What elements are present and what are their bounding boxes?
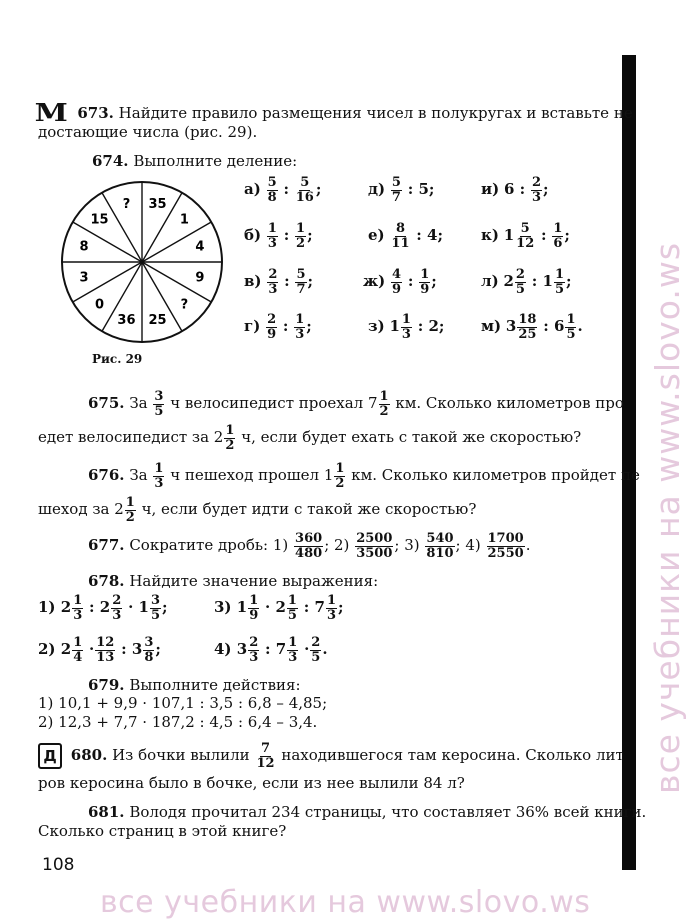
- denominator: 9: [420, 281, 430, 297]
- fraction: [248, 594, 259, 622]
- terminator: ;: [307, 272, 314, 291]
- denominator: 2: [296, 235, 306, 251]
- problem-number: 677.: [88, 536, 125, 555]
- numerator: 360: [295, 531, 323, 546]
- page-number: 108: [42, 855, 75, 875]
- denominator: 3: [268, 281, 278, 297]
- text: ч пешеход прошел 1: [170, 466, 334, 485]
- numerator: 1: [420, 267, 430, 282]
- numerator: 1: [553, 221, 563, 236]
- text: ; 4): [455, 536, 481, 555]
- expression-678-2: [38, 636, 161, 664]
- numerator: 1: [249, 593, 259, 608]
- item-674-i: [481, 176, 549, 204]
- fraction: [487, 532, 525, 560]
- denominator: 2: [379, 403, 389, 419]
- fraction: [266, 313, 277, 341]
- item-label: з): [368, 317, 385, 336]
- fraction: [379, 390, 390, 418]
- fraction: [391, 176, 402, 204]
- problem-text: Найдите правило размещения чисел в полукругах и вставьте не: [113, 104, 633, 122]
- sector-number: 0: [95, 297, 105, 313]
- numerator: 5: [300, 175, 310, 190]
- numerator: 1: [379, 389, 389, 404]
- numerator: 1: [154, 461, 164, 476]
- denominator: 6: [553, 235, 563, 251]
- problem-679-line1: 1) 10,1 + 9,9 · 107,1 : 3,5 : 6,8 – 4,85;: [38, 694, 328, 712]
- item-label: ж): [363, 272, 386, 291]
- text: : 2: [89, 598, 111, 617]
- numerator: 1: [335, 461, 345, 476]
- denominator: 3: [532, 189, 542, 205]
- text: За: [124, 466, 148, 485]
- fraction: [565, 313, 576, 341]
- fraction: [72, 636, 83, 664]
- denominator: 3: [154, 475, 164, 491]
- item-674-m: [481, 313, 583, 341]
- problem-675-line1: [88, 390, 624, 418]
- operator: :: [283, 226, 290, 245]
- denominator: 5: [150, 607, 160, 623]
- denominator: 3: [295, 326, 305, 342]
- item-label: г): [244, 317, 261, 336]
- sector-number: 15: [90, 212, 109, 228]
- item-674-k: [481, 222, 570, 250]
- text: : 7: [303, 598, 325, 617]
- item-label: л): [481, 272, 499, 291]
- denominator: 7: [296, 281, 306, 297]
- text: : 7: [265, 640, 287, 659]
- terminator: ;: [162, 598, 168, 617]
- fraction: [143, 636, 154, 664]
- denominator: 3500: [356, 545, 393, 561]
- expression-pre: 6 :: [504, 180, 526, 199]
- numerator: 1: [125, 495, 135, 510]
- denominator: 9: [392, 281, 402, 297]
- item-674-g: [244, 313, 312, 341]
- problem-678-title: [88, 572, 378, 590]
- numerator: 1: [73, 593, 83, 608]
- denominator: 5: [287, 607, 297, 623]
- sector-number: 3: [79, 270, 89, 286]
- denominator: 12: [516, 235, 535, 251]
- fraction: [531, 176, 542, 204]
- fraction: [153, 390, 164, 418]
- operator: :: [284, 272, 290, 291]
- text: км. Сколько километров пройдет пе: [351, 466, 640, 485]
- denominator: 25: [518, 326, 537, 342]
- denominator: 5: [515, 281, 525, 297]
- item-label: и): [481, 180, 500, 199]
- denominator: 5: [311, 649, 321, 665]
- item-label: е): [368, 226, 385, 245]
- denominator: 3: [267, 235, 277, 251]
- numerator: 7: [260, 741, 271, 756]
- expression-rest: : 5;: [407, 180, 435, 199]
- numerator: 2: [532, 175, 542, 190]
- numerator: 5: [296, 267, 306, 282]
- problem-number: 681.: [88, 803, 125, 821]
- terminator: ;: [155, 640, 161, 659]
- denominator: 2: [125, 509, 135, 525]
- fraction: [294, 313, 305, 341]
- item-label: д): [368, 180, 386, 199]
- text: : 3: [121, 640, 143, 659]
- fraction: [554, 268, 565, 296]
- fraction: [295, 176, 315, 204]
- circle-group: [62, 182, 222, 342]
- numerator: 1: [267, 221, 277, 236]
- fraction: [287, 636, 298, 664]
- terminator: ;: [306, 317, 312, 336]
- item-label: в): [244, 272, 262, 291]
- text: шеход за 2: [38, 500, 124, 519]
- terminator: .: [525, 536, 531, 555]
- sector-number: 36: [117, 312, 136, 328]
- numerator: 1700: [487, 531, 524, 546]
- expression-678-3: [214, 594, 344, 622]
- numerator: 18: [518, 312, 537, 327]
- denominator: 480: [295, 545, 323, 561]
- operator: : 6: [543, 317, 565, 336]
- text: ·: [89, 640, 95, 659]
- fraction: [390, 222, 410, 250]
- fraction: [334, 462, 345, 490]
- numerator: 1: [401, 312, 411, 327]
- item-label: м): [481, 317, 502, 336]
- fraction: [401, 313, 412, 341]
- problem-674-title: [92, 152, 297, 170]
- item-674-zh: [363, 268, 437, 296]
- fraction: [95, 636, 115, 664]
- denominator: 2: [225, 437, 235, 453]
- problem-number: 679.: [88, 676, 125, 694]
- fraction: [326, 594, 337, 622]
- terminator: ;: [543, 180, 549, 199]
- sector-number: 35: [148, 197, 167, 213]
- whole-part: 1: [389, 317, 400, 336]
- fraction: [355, 532, 393, 560]
- fraction: [517, 313, 537, 341]
- item-label: б): [244, 226, 262, 245]
- sector-number: 8: [79, 239, 89, 255]
- numerator: 2: [249, 635, 259, 650]
- problem-text: Выполните деление:: [128, 152, 298, 170]
- fraction: [150, 594, 161, 622]
- text: 2) 2: [38, 640, 72, 659]
- numerator: 5: [267, 175, 277, 190]
- sector-number: 4: [195, 239, 205, 255]
- item-674-v: [244, 268, 313, 296]
- whole-part: 1: [503, 226, 515, 245]
- numerator: 2: [112, 593, 122, 608]
- expression-rest: : 2;: [417, 317, 445, 336]
- text: ч, если будет идти с такой же скоростью?: [141, 500, 477, 519]
- denominator: 3: [249, 649, 259, 665]
- sector-number: 1: [179, 212, 189, 228]
- fraction: [419, 268, 430, 296]
- denominator: 16: [295, 189, 314, 205]
- fraction: [267, 176, 278, 204]
- text: ч велосипедист проехал 7: [170, 394, 378, 413]
- numerator: 2: [515, 267, 525, 282]
- problem-681-line1: [88, 803, 646, 821]
- terminator: ;: [338, 598, 344, 617]
- text: км. Сколько километров про: [395, 394, 624, 413]
- numerator: 1: [296, 221, 306, 236]
- text: ч, если будет ехать с такой же скоростью?: [241, 428, 582, 447]
- numerator: 1: [295, 312, 305, 327]
- text: · 2: [265, 598, 286, 617]
- denominator: 3: [326, 607, 336, 623]
- problem-673-line2: достающие числа (рис. 29).: [38, 123, 258, 141]
- figure-caption: Рис. 29: [92, 352, 143, 366]
- whole-part: 2: [503, 272, 514, 291]
- operator: : 1: [531, 272, 553, 291]
- denominator: 5: [554, 281, 564, 297]
- problem-680-line2: ров керосина было в бочке, если из нее вылили 84 л?: [38, 774, 465, 792]
- denominator: 7: [391, 189, 401, 205]
- numerator: 540: [426, 531, 454, 546]
- denominator: 8: [267, 189, 277, 205]
- figure-circle-diagram: [52, 176, 232, 346]
- item-674-z: [368, 313, 444, 341]
- denominator: 12: [256, 755, 275, 771]
- item-label: к): [481, 226, 499, 245]
- d-badge-icon: Д: [38, 743, 62, 769]
- m-badge-icon: М: [34, 98, 68, 127]
- problem-681-line2: Сколько страниц в этой книге?: [38, 822, 287, 840]
- numerator: 1: [566, 312, 576, 327]
- side-watermark: все учебники на www.slovo.ws: [648, 241, 687, 794]
- fraction: [125, 496, 136, 524]
- terminator: ;: [307, 226, 313, 245]
- text: 4) 3: [214, 640, 248, 659]
- denominator: 13: [96, 649, 115, 665]
- fraction: [425, 532, 454, 560]
- numerator: 1: [326, 593, 336, 608]
- numerator: 2: [268, 267, 278, 282]
- terminator: .: [322, 640, 328, 659]
- problem-680-line1: [38, 742, 624, 770]
- sector-number: ?: [180, 297, 189, 313]
- numerator: 2: [267, 312, 277, 327]
- numerator: 1: [225, 423, 235, 438]
- text: едет велосипедист за 2: [38, 428, 224, 447]
- problem-number: 674.: [92, 152, 129, 170]
- fraction: [255, 742, 275, 770]
- fraction: [267, 268, 278, 296]
- denominator: 5: [566, 326, 576, 342]
- numerator: 12: [96, 635, 115, 650]
- text: Выполните действия:: [124, 676, 301, 694]
- denominator: 8: [144, 649, 154, 665]
- denominator: 9: [267, 326, 277, 342]
- text: находившегося там керосина. Сколько лит: [281, 746, 624, 765]
- denominator: 3: [401, 326, 411, 342]
- numerator: 3: [154, 389, 164, 404]
- numerator: 2500: [356, 531, 393, 546]
- text: Найдите значение выражения:: [124, 572, 379, 590]
- text: Из бочки вылили: [107, 746, 250, 765]
- text: За: [124, 394, 148, 413]
- problem-number: 676.: [88, 466, 125, 485]
- text: 1) 2: [38, 598, 72, 617]
- denominator: 9: [249, 607, 259, 623]
- problem-number: 673.: [77, 104, 114, 122]
- problem-number: 678.: [88, 572, 125, 590]
- terminator: ;: [431, 272, 437, 291]
- sector-number: ?: [122, 197, 131, 213]
- numerator: 2: [311, 635, 321, 650]
- sector-number: 9: [195, 270, 205, 286]
- denominator: 810: [426, 545, 454, 561]
- problem-number: 680.: [70, 746, 108, 765]
- numerator: 3: [150, 593, 160, 608]
- numerator: 4: [392, 267, 402, 282]
- numerator: 1: [288, 635, 298, 650]
- denominator: 5: [154, 403, 164, 419]
- numerator: 5: [520, 221, 530, 236]
- problem-676-line1: [88, 462, 640, 490]
- problem-679-line2: 2) 12,3 + 7,7 · 187,2 : 4,5 : 6,4 – 3,4.: [38, 713, 318, 731]
- fraction: [552, 222, 563, 250]
- text: ·: [304, 640, 310, 659]
- fraction: [294, 532, 323, 560]
- operator: :: [283, 180, 289, 199]
- problem-number: 675.: [88, 394, 125, 413]
- fraction: [515, 268, 526, 296]
- operator: :: [541, 226, 547, 245]
- numerator: 3: [144, 635, 154, 650]
- terminator: ;: [565, 272, 572, 291]
- fraction: [391, 268, 402, 296]
- denominator: 4: [73, 649, 83, 665]
- item-674-d: [368, 176, 434, 204]
- denominator: 3: [112, 607, 122, 623]
- numerator: 5: [391, 175, 401, 190]
- item-674-e: [368, 222, 443, 250]
- terminator: .: [577, 317, 583, 336]
- fraction: [310, 636, 321, 664]
- denominator: 11: [391, 235, 410, 251]
- expression-rest: : 4;: [416, 226, 444, 245]
- problem-679-title: [88, 676, 301, 694]
- problem-676-line2: [38, 496, 476, 524]
- fraction: [153, 462, 164, 490]
- whole-part: 3: [505, 317, 517, 336]
- fraction: [111, 594, 122, 622]
- item-674-b: [244, 222, 313, 250]
- denominator: 2: [335, 475, 345, 491]
- problem-677: [88, 532, 530, 560]
- fraction: [267, 222, 278, 250]
- bottom-watermark: все учебники на www.slovo.ws: [100, 885, 591, 920]
- sector-number: 25: [148, 312, 167, 328]
- expression-678-1: [38, 594, 168, 622]
- fraction: [295, 222, 306, 250]
- fraction: [515, 222, 535, 250]
- numerator: 1: [554, 267, 564, 282]
- numerator: 1: [73, 635, 83, 650]
- text: ; 2): [324, 536, 350, 555]
- terminator: ;: [315, 180, 322, 199]
- terminator: ;: [564, 226, 570, 245]
- fraction: [224, 424, 235, 452]
- fraction: [248, 636, 259, 664]
- text: ; 3): [394, 536, 420, 555]
- fraction: [72, 594, 83, 622]
- fraction: [295, 268, 306, 296]
- expression-678-4: [214, 636, 328, 664]
- numerator: 8: [395, 221, 405, 236]
- item-label: а): [244, 180, 261, 199]
- text: Сократите дробь: 1): [124, 536, 289, 555]
- numerator: 1: [287, 593, 297, 608]
- text: 3) 1: [214, 598, 248, 617]
- operator: :: [282, 317, 289, 336]
- problem-675-line2: [38, 424, 581, 452]
- denominator: 3: [288, 649, 298, 665]
- operator: :: [407, 272, 414, 291]
- item-674-l: [481, 268, 572, 296]
- item-674-a: [244, 176, 321, 204]
- text: Володя прочитал 234 страницы, что составляет 36% всей книги.: [124, 803, 647, 821]
- text: · 1: [128, 598, 149, 617]
- denominator: 2550: [487, 545, 524, 561]
- fraction: [287, 594, 298, 622]
- denominator: 3: [73, 607, 83, 623]
